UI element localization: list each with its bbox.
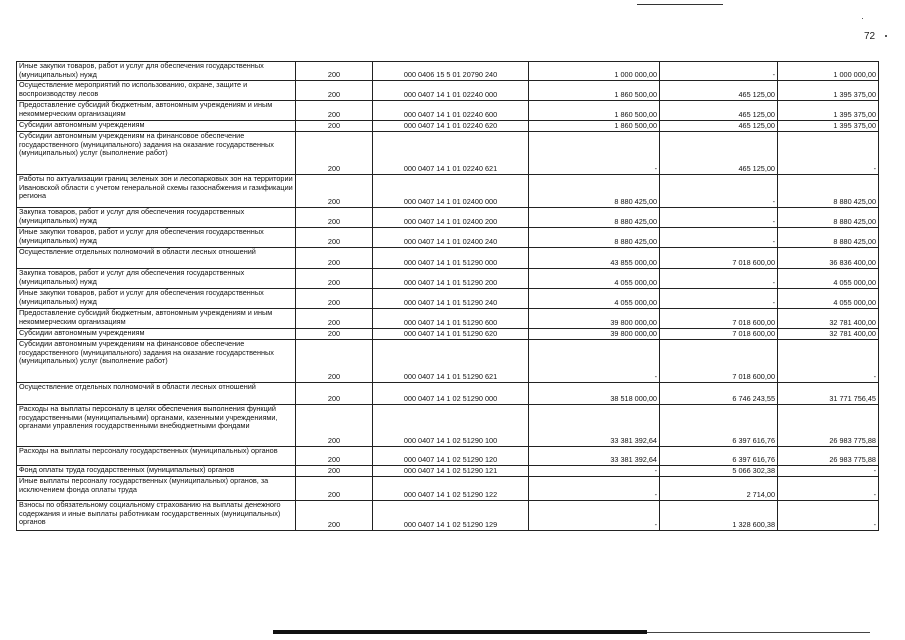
row-executed-cell: 7 018 600,00	[660, 340, 778, 383]
row-remaining-cell: -	[778, 466, 879, 477]
row-approved-cell: 43 855 000,00	[529, 248, 660, 269]
table-row	[17, 466, 879, 477]
row-kbk-cell: 000 0407 14 1 01 02400 000	[373, 175, 529, 208]
table-row	[17, 405, 879, 447]
row-remaining-cell: 1 395 375,00	[778, 121, 879, 132]
row-kbk-cell: 000 0407 14 1 02 51290 121	[373, 466, 529, 477]
row-name-cell: Фонд оплаты труда государственных (муниципальных) органов	[17, 466, 296, 477]
row-executed-cell: 465 125,00	[660, 81, 778, 101]
row-remaining-cell: 8 880 425,00	[778, 208, 879, 228]
table-row	[17, 269, 879, 289]
row-remaining-cell: -	[778, 477, 879, 501]
row-executed-cell: 7 018 600,00	[660, 248, 778, 269]
row-remaining-cell: 4 055 000,00	[778, 289, 879, 309]
row-executed-cell: -	[660, 208, 778, 228]
table-row	[17, 289, 879, 309]
row-name-cell: Взносы по обязательному социальному страхованию на выплаты денежного содержания и иные выплаты работникам государственных (муниципальных) органов	[17, 501, 296, 531]
row-name-cell: Расходы на выплаты персоналу в целях обеспечения выполнения функций государственными (муниципальными) органами, казенными учреждениями, органами управления государственными внебюджетными фондами	[17, 405, 296, 447]
row-code-cell: 200	[296, 121, 373, 132]
row-approved-cell: 8 880 425,00	[529, 175, 660, 208]
table-row	[17, 248, 879, 269]
budget-execution-table	[16, 61, 879, 531]
row-executed-cell: 7 018 600,00	[660, 309, 778, 329]
row-remaining-cell: -	[778, 132, 879, 175]
row-kbk-cell: 000 0407 14 1 01 51290 620	[373, 329, 529, 340]
row-approved-cell: 39 800 000,00	[529, 329, 660, 340]
table-row	[17, 62, 879, 81]
row-code-cell: 200	[296, 383, 373, 405]
row-name-cell: Субсидии автономным учреждениям на финансовое обеспечение государственного (муниципального) задания на оказание государственных (муниципальных) услуг (выполнение работ)	[17, 132, 296, 175]
row-approved-cell: 4 055 000,00	[529, 289, 660, 309]
table-row	[17, 477, 879, 501]
row-code-cell: 200	[296, 101, 373, 121]
table-row	[17, 121, 879, 132]
row-name-cell: Предоставление субсидий бюджетным, автономным учреждениям и иным некоммерческим организациям	[17, 101, 296, 121]
table-row	[17, 309, 879, 329]
row-remaining-cell: 36 836 400,00	[778, 248, 879, 269]
row-code-cell: 200	[296, 208, 373, 228]
row-remaining-cell: 26 983 775,88	[778, 405, 879, 447]
row-executed-cell: 465 125,00	[660, 101, 778, 121]
row-remaining-cell: 32 781 400,00	[778, 309, 879, 329]
row-name-cell: Осуществление мероприятий по использованию, охране, защите и воспроизводству лесов	[17, 81, 296, 101]
row-kbk-cell: 000 0406 15 5 01 20790 240	[373, 62, 529, 81]
bottom-scan-line	[647, 632, 870, 633]
row-kbk-cell: 000 0407 14 1 01 02240 621	[373, 132, 529, 175]
row-name-cell: Иные закупки товаров, работ и услуг для обеспечения государственных (муниципальных) нужд	[17, 62, 296, 81]
row-remaining-cell: -	[778, 340, 879, 383]
bottom-scan-bar	[273, 630, 647, 634]
row-name-cell: Закупка товаров, работ и услуг для обеспечения государственных (муниципальных) нужд	[17, 208, 296, 228]
row-code-cell: 200	[296, 466, 373, 477]
row-approved-cell: 1 860 500,00	[529, 101, 660, 121]
table-row	[17, 81, 879, 101]
row-kbk-cell: 000 0407 14 1 01 02400 240	[373, 228, 529, 248]
row-approved-cell: 8 880 425,00	[529, 228, 660, 248]
row-code-cell: 200	[296, 405, 373, 447]
row-executed-cell: -	[660, 175, 778, 208]
row-code-cell: 200	[296, 447, 373, 466]
row-name-cell: Расходы на выплаты персоналу государственных (муниципальных) органов	[17, 447, 296, 466]
row-kbk-cell: 000 0407 14 1 02 51290 120	[373, 447, 529, 466]
row-name-cell: Работы по актуализации границ зеленых зон и лесопарковых зон на территории Ивановской области с учетом генеральной схемы газоснабжения и газификации региона	[17, 175, 296, 208]
row-code-cell: 200	[296, 269, 373, 289]
row-kbk-cell: 000 0407 14 1 01 02240 620	[373, 121, 529, 132]
row-name-cell: Предоставление субсидий бюджетным, автономным учреждениям и иным некоммерческим организациям	[17, 309, 296, 329]
row-remaining-cell: 1 000 000,00	[778, 62, 879, 81]
row-executed-cell: -	[660, 289, 778, 309]
table-row	[17, 228, 879, 248]
row-code-cell: 200	[296, 340, 373, 383]
row-executed-cell: 2 714,00	[660, 477, 778, 501]
row-approved-cell: -	[529, 501, 660, 531]
page-number: 72	[864, 31, 876, 42]
row-approved-cell: 1 000 000,00	[529, 62, 660, 81]
row-kbk-cell: 000 0407 14 1 01 51290 200	[373, 269, 529, 289]
row-kbk-cell: 000 0407 14 1 01 02400 200	[373, 208, 529, 228]
row-code-cell: 200	[296, 309, 373, 329]
table-row	[17, 329, 879, 340]
table-row	[17, 383, 879, 405]
table-row	[17, 101, 879, 121]
row-approved-cell: -	[529, 466, 660, 477]
row-name-cell: Иные закупки товаров, работ и услуг для обеспечения государственных (муниципальных) нужд	[17, 289, 296, 309]
row-approved-cell: -	[529, 477, 660, 501]
row-code-cell: 200	[296, 132, 373, 175]
table-row	[17, 501, 879, 531]
row-approved-cell: 38 518 000,00	[529, 383, 660, 405]
row-executed-cell: 6 746 243,55	[660, 383, 778, 405]
row-approved-cell: 39 800 000,00	[529, 309, 660, 329]
row-approved-cell: 33 381 392,64	[529, 405, 660, 447]
row-name-cell: Осуществление отдельных полномочий в области лесных отношений	[17, 248, 296, 269]
top-rule-line	[637, 4, 723, 5]
row-kbk-cell: 000 0407 14 1 02 51290 100	[373, 405, 529, 447]
row-code-cell: 200	[296, 501, 373, 531]
row-approved-cell: -	[529, 340, 660, 383]
row-executed-cell: -	[660, 269, 778, 289]
row-name-cell: Осуществление отдельных полномочий в области лесных отношений	[17, 383, 296, 405]
row-name-cell: Субсидии автономным учреждениям	[17, 329, 296, 340]
row-remaining-cell: 26 983 775,88	[778, 447, 879, 466]
row-executed-cell: -	[660, 228, 778, 248]
table-row	[17, 340, 879, 383]
row-remaining-cell: 8 880 425,00	[778, 228, 879, 248]
row-kbk-cell: 000 0407 14 1 02 51290 000	[373, 383, 529, 405]
row-executed-cell: -	[660, 62, 778, 81]
row-code-cell: 200	[296, 329, 373, 340]
table-row	[17, 175, 879, 208]
row-code-cell: 200	[296, 228, 373, 248]
row-remaining-cell: 1 395 375,00	[778, 101, 879, 121]
row-executed-cell: 6 397 616,76	[660, 405, 778, 447]
row-remaining-cell: 4 055 000,00	[778, 269, 879, 289]
row-approved-cell: 8 880 425,00	[529, 208, 660, 228]
row-code-cell: 200	[296, 289, 373, 309]
row-remaining-cell: 8 880 425,00	[778, 175, 879, 208]
table-row	[17, 132, 879, 175]
row-approved-cell: -	[529, 132, 660, 175]
row-name-cell: Субсидии автономным учреждениям на финансовое обеспечение государственного (муниципального) задания на оказание государственных (муниципальных) услуг (выполнение работ)	[17, 340, 296, 383]
row-executed-cell: 5 066 302,38	[660, 466, 778, 477]
row-executed-cell: 6 397 616,76	[660, 447, 778, 466]
row-executed-cell: 465 125,00	[660, 121, 778, 132]
row-code-cell: 200	[296, 175, 373, 208]
row-remaining-cell: 31 771 756,45	[778, 383, 879, 405]
row-kbk-cell: 000 0407 14 1 01 02240 000	[373, 81, 529, 101]
row-approved-cell: 1 860 500,00	[529, 121, 660, 132]
row-executed-cell: 7 018 600,00	[660, 329, 778, 340]
row-kbk-cell: 000 0407 14 1 02 51290 122	[373, 477, 529, 501]
row-kbk-cell: 000 0407 14 1 01 51290 600	[373, 309, 529, 329]
row-executed-cell: 1 328 600,38	[660, 501, 778, 531]
row-code-cell: 200	[296, 62, 373, 81]
row-approved-cell: 4 055 000,00	[529, 269, 660, 289]
row-approved-cell: 1 860 500,00	[529, 81, 660, 101]
row-name-cell: Иные выплаты персоналу государственных (муниципальных) органов, за исключением фонда оплаты труда	[17, 477, 296, 501]
row-kbk-cell: 000 0407 14 1 01 02240 600	[373, 101, 529, 121]
table-row	[17, 208, 879, 228]
row-executed-cell: 465 125,00	[660, 132, 778, 175]
row-kbk-cell: 000 0407 14 1 01 51290 000	[373, 248, 529, 269]
row-kbk-cell: 000 0407 14 1 01 51290 621	[373, 340, 529, 383]
row-code-cell: 200	[296, 248, 373, 269]
row-remaining-cell: 32 781 400,00	[778, 329, 879, 340]
row-name-cell: Иные закупки товаров, работ и услуг для обеспечения государственных (муниципальных) нужд	[17, 228, 296, 248]
row-code-cell: 200	[296, 477, 373, 501]
row-name-cell: Закупка товаров, работ и услуг для обеспечения государственных (муниципальных) нужд	[17, 269, 296, 289]
scan-speck	[885, 35, 887, 37]
row-name-cell: Субсидии автономным учреждениям	[17, 121, 296, 132]
row-kbk-cell: 000 0407 14 1 02 51290 129	[373, 501, 529, 531]
row-approved-cell: 33 381 392,64	[529, 447, 660, 466]
row-remaining-cell: 1 395 375,00	[778, 81, 879, 101]
row-remaining-cell: -	[778, 501, 879, 531]
row-code-cell: 200	[296, 81, 373, 101]
row-kbk-cell: 000 0407 14 1 01 51290 240	[373, 289, 529, 309]
scan-speck	[862, 18, 863, 19]
table-row	[17, 447, 879, 466]
